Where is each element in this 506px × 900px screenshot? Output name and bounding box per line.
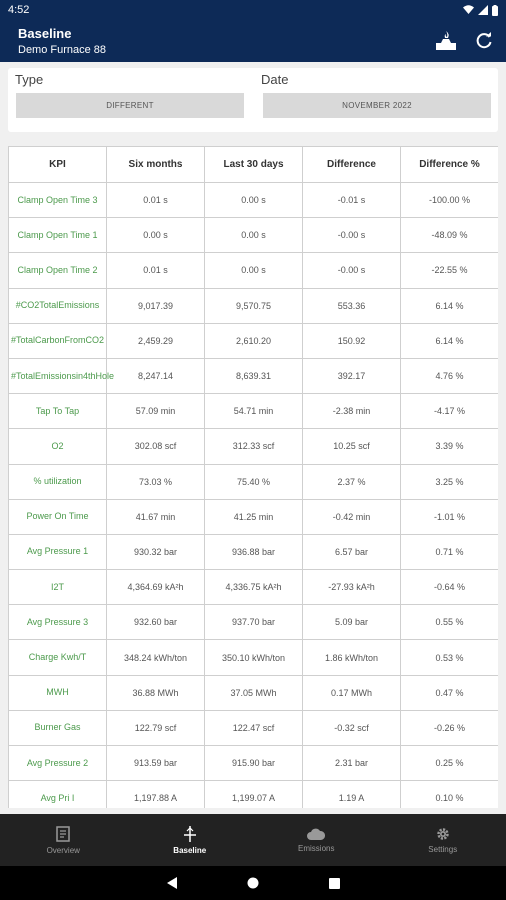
six-months-cell: 1,197.88 A [107, 781, 205, 808]
kpi-cell: I2T [9, 570, 107, 605]
table-row [9, 358, 499, 393]
kpi-cell: Clamp Open Time 1 [9, 218, 107, 253]
kpi-cell: Avg Pri I [9, 781, 107, 808]
difference-percent-cell: -0.64 % [401, 570, 499, 605]
header-kpi: KPI [9, 147, 107, 183]
six-months-cell: 0.01 s [107, 183, 205, 218]
table-row [9, 640, 499, 675]
last-30-days-cell: 937.70 bar [205, 605, 303, 640]
last-30-days-cell: 9,570.75 [205, 288, 303, 323]
six-months-cell: 41.67 min [107, 499, 205, 534]
table-row [9, 781, 499, 808]
table-row [9, 323, 499, 358]
nav-emissions[interactable] [253, 814, 380, 866]
kpi-cell: % utilization [9, 464, 107, 499]
last-30-days-cell: 0.00 s [205, 253, 303, 288]
difference-percent-cell: 6.14 % [401, 288, 499, 323]
difference-cell: 150.92 [303, 323, 401, 358]
six-months-cell: 36.88 MWh [107, 675, 205, 710]
furnace-button[interactable] [434, 29, 458, 53]
difference-percent-cell: 0.25 % [401, 746, 499, 781]
home-icon[interactable] [247, 877, 259, 889]
table-row [9, 464, 499, 499]
header-difference-percent: Difference % [401, 147, 499, 183]
document-icon [56, 826, 70, 842]
difference-cell: 5.09 bar [303, 605, 401, 640]
difference-percent-cell: 0.55 % [401, 605, 499, 640]
difference-cell: 0.17 MWh [303, 675, 401, 710]
kpi-cell: Clamp Open Time 3 [9, 183, 107, 218]
table-row [9, 394, 499, 429]
kpi-cell: #TotalEmissionsin4thHole [9, 358, 107, 393]
last-30-days-cell: 2,610.20 [205, 323, 303, 358]
nav-emissions-label: Emissions [298, 843, 335, 853]
nav-overview-label: Overview [46, 845, 80, 855]
difference-percent-cell: 0.10 % [401, 781, 499, 808]
difference-cell: 1.86 kWh/ton [303, 640, 401, 675]
six-months-cell: 122.79 scf [107, 710, 205, 745]
kpi-cell: Burner Gas [9, 710, 107, 745]
last-30-days-cell: 0.00 s [205, 183, 303, 218]
kpi-cell: #TotalCarbonFromCO2 [9, 323, 107, 358]
difference-cell: 2.37 % [303, 464, 401, 499]
table-row [9, 605, 499, 640]
last-30-days-cell: 8,639.31 [205, 358, 303, 393]
table-row [9, 218, 499, 253]
nav-baseline-label: Baseline [173, 845, 207, 855]
six-months-cell: 932.60 bar [107, 605, 205, 640]
six-months-cell: 913.59 bar [107, 746, 205, 781]
type-selector[interactable]: DIFFERENT [16, 93, 244, 118]
last-30-days-cell: 915.90 bar [205, 746, 303, 781]
status-bar [0, 0, 506, 20]
difference-cell: -0.42 min [303, 499, 401, 534]
date-label: Date [261, 72, 289, 87]
difference-cell: 1.19 A [303, 781, 401, 808]
table-row [9, 253, 499, 288]
difference-percent-cell: -48.09 % [401, 218, 499, 253]
last-30-days-cell: 350.10 kWh/ton [205, 640, 303, 675]
kpi-cell: Tap To Tap [9, 394, 107, 429]
last-30-days-cell: 122.47 scf [205, 710, 303, 745]
difference-percent-cell: 3.39 % [401, 429, 499, 464]
app-bar [0, 20, 506, 62]
difference-cell: 553.36 [303, 288, 401, 323]
nav-settings-label: Settings [428, 844, 458, 854]
type-label: Type [15, 72, 44, 87]
difference-cell: -0.32 scf [303, 710, 401, 745]
last-30-days-cell: 4,336.75 kA²h [205, 570, 303, 605]
refresh-button[interactable] [472, 29, 496, 53]
date-selector[interactable]: NOVEMBER 2022 [263, 93, 491, 118]
six-months-cell: 73.03 % [107, 464, 205, 499]
last-30-days-cell: 1,199.07 A [205, 781, 303, 808]
last-30-days-cell: 936.88 bar [205, 534, 303, 569]
table-row [9, 534, 499, 569]
kpi-table [8, 146, 498, 808]
table-row [9, 499, 499, 534]
table-row [9, 675, 499, 710]
last-30-days-cell: 54.71 min [205, 394, 303, 429]
kpi-cell: Power On Time [9, 499, 107, 534]
table-row [9, 183, 499, 218]
nav-baseline[interactable] [127, 814, 254, 866]
difference-percent-cell: 6.14 % [401, 323, 499, 358]
six-months-cell: 0.00 s [107, 218, 205, 253]
kpi-cell: #CO2TotalEmissions [9, 288, 107, 323]
table-body [9, 183, 499, 809]
six-months-cell: 8,247.14 [107, 358, 205, 393]
difference-percent-cell: -4.17 % [401, 394, 499, 429]
difference-cell: 392.17 [303, 358, 401, 393]
difference-percent-cell: -0.26 % [401, 710, 499, 745]
furnace-icon [435, 31, 457, 51]
kpi-cell: Avg Pressure 3 [9, 605, 107, 640]
nav-overview[interactable] [0, 814, 127, 866]
last-30-days-cell: 75.40 % [205, 464, 303, 499]
kpi-cell: Avg Pressure 2 [9, 746, 107, 781]
last-30-days-cell: 41.25 min [205, 499, 303, 534]
furnace-name: Demo Furnace 88 [18, 44, 107, 56]
table-row [9, 746, 499, 781]
table-header-row [9, 147, 499, 183]
battery-icon [492, 5, 498, 16]
bottom-nav [0, 814, 506, 866]
header-last-30-days: Last 30 days [205, 147, 303, 183]
kpi-table-card [8, 146, 498, 808]
system-nav-bar [0, 866, 506, 900]
kpi-cell: MWH [9, 675, 107, 710]
header-difference: Difference [303, 147, 401, 183]
difference-cell: -0.00 s [303, 253, 401, 288]
table-row [9, 570, 499, 605]
table-row [9, 288, 499, 323]
difference-percent-cell: 3.25 % [401, 464, 499, 499]
kpi-cell: Clamp Open Time 2 [9, 253, 107, 288]
difference-cell: 6.57 bar [303, 534, 401, 569]
difference-percent-cell: 4.76 % [401, 358, 499, 393]
baseline-icon [183, 826, 197, 842]
page-title: Baseline [18, 26, 72, 41]
difference-percent-cell: -100.00 % [401, 183, 499, 218]
six-months-cell: 930.32 bar [107, 534, 205, 569]
difference-cell: 10.25 scf [303, 429, 401, 464]
kpi-cell: O2 [9, 429, 107, 464]
nav-settings[interactable] [380, 814, 506, 866]
six-months-cell: 4,364.69 kA²h [107, 570, 205, 605]
kpi-cell: Avg Pressure 1 [9, 534, 107, 569]
back-icon[interactable] [167, 877, 177, 889]
kpi-cell: Charge Kwh/T [9, 640, 107, 675]
table-row [9, 710, 499, 745]
recents-icon[interactable] [329, 878, 340, 889]
table-row [9, 429, 499, 464]
difference-percent-cell: -1.01 % [401, 499, 499, 534]
difference-percent-cell: -22.55 % [401, 253, 499, 288]
refresh-icon [475, 32, 493, 50]
last-30-days-cell: 37.05 MWh [205, 675, 303, 710]
difference-cell: -0.01 s [303, 183, 401, 218]
last-30-days-cell: 0.00 s [205, 218, 303, 253]
cloud-icon [307, 828, 325, 840]
difference-cell: -27.93 kA²h [303, 570, 401, 605]
six-months-cell: 9,017.39 [107, 288, 205, 323]
wifi-icon [463, 5, 474, 15]
difference-cell: -2.38 min [303, 394, 401, 429]
six-months-cell: 0.01 s [107, 253, 205, 288]
header-six-months: Six months [107, 147, 205, 183]
six-months-cell: 57.09 min [107, 394, 205, 429]
six-months-cell: 302.08 scf [107, 429, 205, 464]
filter-card [8, 68, 498, 132]
six-months-cell: 348.24 kWh/ton [107, 640, 205, 675]
six-months-cell: 2,459.29 [107, 323, 205, 358]
difference-percent-cell: 0.47 % [401, 675, 499, 710]
difference-cell: 2.31 bar [303, 746, 401, 781]
signal-icon [478, 5, 488, 15]
difference-cell: -0.00 s [303, 218, 401, 253]
status-time: 4:52 [8, 4, 30, 16]
gear-icon [436, 827, 450, 841]
difference-percent-cell: 0.71 % [401, 534, 499, 569]
difference-percent-cell: 0.53 % [401, 640, 499, 675]
last-30-days-cell: 312.33 scf [205, 429, 303, 464]
